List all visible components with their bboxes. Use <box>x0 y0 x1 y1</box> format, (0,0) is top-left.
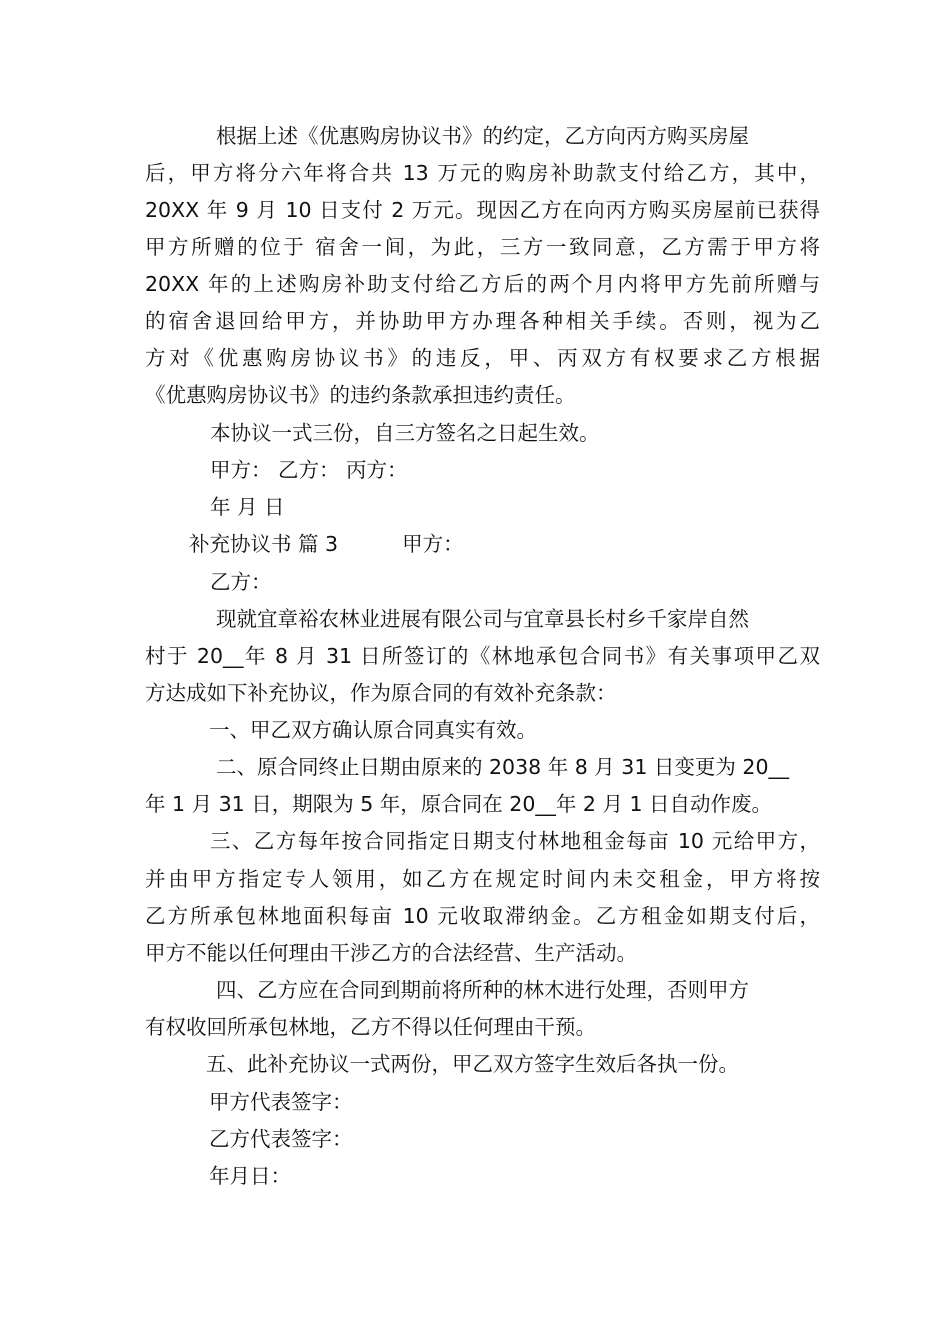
party-b-label: 乙方： <box>210 570 272 594</box>
paragraph-line: 有权收回所承包林地，乙方不得以任何理由干预。 <box>145 1015 596 1039</box>
paragraph-line: 甲方不能以任何理由干涉乙方的合法经营、生产活动。 <box>145 941 637 965</box>
paragraph-line: 并由甲方指定专人领用，如乙方在规定时间内未交租金，甲方将按 <box>145 867 820 891</box>
paragraph-line: 20XX 年 9 月 10 日支付 2 万元。现因乙方在向丙方购买房屋前已获得 <box>145 198 820 222</box>
paragraph-line: 二、原合同终止日期由原来的 2038 年 8 月 31 日变更为 20__ <box>216 755 789 779</box>
paragraph-line: 乙方所承包林地面积每亩 10 元收取滞纳金。乙方租金如期支付后， <box>145 904 820 928</box>
sign-date: 年月日： <box>209 1164 291 1188</box>
sign-party-a: 甲方代表签字： <box>209 1090 353 1114</box>
party-a-label: 甲方： <box>402 532 464 556</box>
sign-party-b: 乙方代表签字： <box>209 1127 353 1151</box>
effect-clause: 本协议一式三份，自三方签名之日起生效。 <box>210 421 600 445</box>
party-signatures: 甲方： 乙方： 丙方： <box>210 458 408 482</box>
paragraph-line: 的宿舍退回给甲方，并协助甲方办理各种相关手续。否则，视为乙 <box>145 309 820 333</box>
paragraph-line: 三、乙方每年按合同指定日期支付林地租金每亩 10 元给甲方， <box>210 829 820 853</box>
paragraph-line: 年 1 月 31 日，期限为 5 年，原合同在 20__年 2 月 1 日自动作废。 <box>145 792 773 816</box>
clause-1: 一、甲乙双方确认原合同真实有效。 <box>209 718 537 742</box>
paragraph-line: 后，甲方将分六年将合共 13 万元的购房补助款支付给乙方，其中， <box>145 161 820 185</box>
paragraph-line: 根据上述《优惠购房协议书》的约定，乙方向丙方购买房屋 <box>216 124 749 148</box>
paragraph-line: 20XX 年的上述购房补助支付给乙方后的两个月内将甲方先前所赠与 <box>145 272 820 296</box>
paragraph-line: 方对《优惠购房协议书》的违反，甲、丙双方有权要求乙方根据 <box>145 346 820 370</box>
section-heading <box>189 529 464 559</box>
clause-5: 五、此补充协议一式两份，甲乙双方签字生效后各执一份。 <box>206 1052 739 1076</box>
paragraph-line: 四、乙方应在合同到期前将所种的林木进行处理，否则甲方 <box>216 978 749 1002</box>
paragraph-line: 《优惠购房协议书》的违约条款承担违约责任。 <box>145 383 576 407</box>
section-title: 补充协议书 篇 3 <box>189 532 339 556</box>
date-line: 年 月 日 <box>210 495 285 519</box>
paragraph-line: 方达成如下补充协议，作为原合同的有效补充条款： <box>145 681 617 705</box>
paragraph-line: 甲方所赠的位于 宿舍一间，为此，三方一致同意，乙方需于甲方将 <box>145 235 820 259</box>
paragraph-line: 村于 20__年 8 月 31 日所签订的《林地承包合同书》有关事项甲乙双 <box>145 644 820 668</box>
paragraph-line: 现就宜章裕农林业进展有限公司与宜章县长村乡千家岸自然 <box>216 607 749 631</box>
